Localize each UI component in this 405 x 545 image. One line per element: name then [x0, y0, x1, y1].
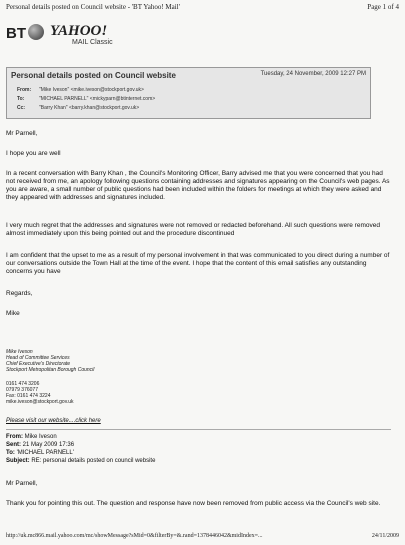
signature-name: Mike Iveson: [6, 349, 33, 355]
to-label: To:: [17, 96, 25, 102]
signature-title: Head of Committee Services: [6, 355, 70, 361]
reply-to: [6, 449, 74, 457]
print-footer: [6, 533, 399, 539]
to-line: [17, 96, 155, 102]
reply-from-label: From:: [6, 434, 23, 440]
message-header: [6, 67, 371, 119]
globe-icon: [28, 24, 44, 40]
paragraph-2: In a recent conversation with Barry Khan , the Council's Monitoring Officer, Barry advised me that you were concerned that you had not received from me, an apology following questions containing addresses and signatures appearing on the Council's web pages. As you are aware, a small number of public questions had been included within the folders for meetings at which they were asked and they appeared with addresses and signatures included.: [6, 170, 390, 201]
reply-text: Thank you for pointing this out. The question and response have now been removed from public access via the Council's web site.: [6, 500, 381, 507]
from-line: [17, 87, 144, 93]
reply-subject-value: RE: personal details posted on council website: [31, 458, 156, 464]
cc-label: Cc:: [17, 105, 26, 111]
regards: Regards,: [6, 290, 33, 297]
divider: [6, 429, 391, 430]
reply-greeting: Mr Parnell,: [6, 480, 38, 487]
reply-from: [6, 433, 57, 441]
page-number: Page 1 of 4: [367, 3, 399, 11]
print-header-title: Personal details posted on Council website - 'BT Yahoo! Mail': [6, 3, 180, 11]
reply-sent-value: 21 May 2009 17:36: [22, 442, 75, 448]
yahoo-logo: YAHOO!: [50, 23, 108, 39]
reply-sent-label: Sent:: [6, 442, 21, 448]
reply-sent: [6, 441, 74, 449]
footer-date: 24/11/2009: [371, 533, 399, 539]
bt-yahoo-logo: [6, 23, 166, 49]
from-value: "Mike Iveson" <mike.iveson@stockport.gov.uk>: [39, 87, 144, 93]
signature-tel: 0161 474 3206: [6, 381, 40, 387]
signature-ext: 07979 376077: [6, 387, 38, 393]
reply-to-value: 'MICHAEL PARNELL': [16, 450, 74, 456]
message-date: Tuesday, 24 November, 2009 12:27 PM: [260, 71, 366, 77]
signature-org: Stockport Metropolitan Borough Council: [6, 367, 95, 373]
reply-subject-label: Subject:: [6, 458, 30, 464]
cc-value: "Barry Khan" <barry.khan@stockport.gov.uk>: [39, 105, 140, 111]
reply-subject: [6, 457, 155, 465]
bt-logo: BT: [6, 25, 26, 42]
cc-line: [17, 105, 139, 111]
reply-from-value: Mike Iveson: [24, 434, 57, 440]
reply-to-label: To:: [6, 450, 15, 456]
from-label: From:: [17, 87, 32, 93]
website-link[interactable]: Please visit our website....click here: [6, 418, 101, 424]
signature-email: mike.iveson@stockport.gov.uk: [6, 399, 74, 405]
signature-dept: Chief Executive's Directorate: [6, 361, 71, 367]
mail-classic-label: MAIL Classic: [72, 39, 113, 46]
footer-url: http://uk.mc866.mail.yahoo.com/mc/showMessage?sMid=0&filterBy=&.rand=1378446042&midIndex=...: [6, 533, 263, 539]
paragraph-1: I hope you are well: [6, 150, 61, 157]
sender-name: Mike: [6, 310, 20, 317]
to-value: "MICHAEL PARNELL" <mickyparn@btinternet.com>: [39, 96, 156, 102]
print-header: [6, 3, 399, 13]
signature-fax: Fax: 0161 474 3224: [6, 393, 51, 399]
greeting: Mr Parnell,: [6, 130, 38, 137]
message-subject: Personal details posted on Council website: [11, 71, 176, 80]
paragraph-4: I am confident that the upset to me as a result of my personal involvement in that was communicated to you direct during a number of our conversations outside the Town Hall at the time of the event. I hope that the content of this email satisfies any outstanding concerns you have: [6, 252, 390, 275]
paragraph-3: I very much regret that the addresses and signatures were not removed or redacted beforehand. All such questions were removed almost immediately upon this being pointed out and the procedure discontinued: [6, 222, 380, 237]
